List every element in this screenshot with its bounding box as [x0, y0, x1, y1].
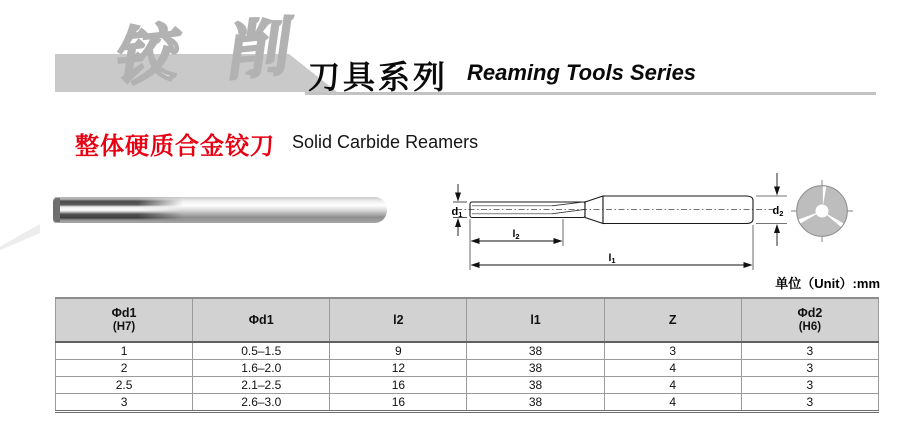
table-cell: 4 [604, 394, 741, 412]
table-cell: 1 [56, 342, 193, 360]
table-cell: 9 [330, 342, 467, 360]
table-cell: 3 [741, 377, 878, 394]
table-cell: 12 [330, 360, 467, 377]
col-header-z: Z [604, 298, 741, 342]
table-cell: 3 [741, 342, 878, 360]
table-cell: 3 [741, 360, 878, 377]
table-cell: 2.6–3.0 [193, 394, 330, 412]
banner-calligraphy-right: 削 [220, 12, 290, 89]
col-header-l2: l2 [330, 298, 467, 342]
table-row [56, 360, 879, 377]
table-cell: 38 [467, 342, 604, 360]
table-cell: 1.6–2.0 [193, 360, 330, 377]
dim-label-l1: l1 [608, 252, 616, 265]
table-cell: 3 [741, 394, 878, 412]
banner-shape [55, 54, 337, 92]
series-title-en: Reaming Tools Series [467, 60, 697, 85]
table-cell: 2.5 [56, 377, 193, 394]
page-watermark [0, 224, 40, 250]
table-cell: 38 [467, 377, 604, 394]
reamer-photo-tip [53, 198, 60, 222]
table-cell: 38 [467, 360, 604, 377]
table-cell: 2.1–2.5 [193, 377, 330, 394]
dim-label-d1: d1 [451, 206, 463, 219]
table-cell: 2 [56, 360, 193, 377]
drawing-end-view [788, 180, 853, 245]
table-cell: 38 [467, 394, 604, 412]
col-header-d1-h7: Φd1 (H7) [56, 298, 193, 342]
series-title-zh: 刀具系列 [308, 59, 449, 95]
table-row [56, 394, 879, 412]
table-cell: 3 [56, 394, 193, 412]
reamer-photo-flutes [55, 197, 183, 223]
table-cell: 0.5–1.5 [193, 342, 330, 360]
col-header-d1: Φd1 [193, 298, 330, 342]
spec-table [55, 297, 879, 413]
table-cell: 4 [604, 377, 741, 394]
dim-label-d2: d2 [772, 205, 784, 218]
col-header-l1: l1 [467, 298, 604, 342]
spec-table-header-row [56, 298, 879, 342]
section-title-en: Solid Carbide Reamers [292, 132, 479, 152]
dim-label-l2: l2 [512, 228, 520, 241]
table-cell: 16 [330, 377, 467, 394]
table-cell: 3 [604, 342, 741, 360]
reamer-photo [53, 197, 387, 223]
table-row [56, 377, 879, 394]
table-cell: 16 [330, 394, 467, 412]
unit-note: 单位（Unit）:mm [775, 276, 880, 291]
banner-calligraphy-left: 铰 [108, 18, 178, 95]
col-header-d2-h6: Φd2 (H6) [741, 298, 878, 342]
section-title-zh: 整体硬质合金铰刀 [75, 133, 275, 160]
table-row [56, 342, 879, 360]
table-cell: 4 [604, 360, 741, 377]
